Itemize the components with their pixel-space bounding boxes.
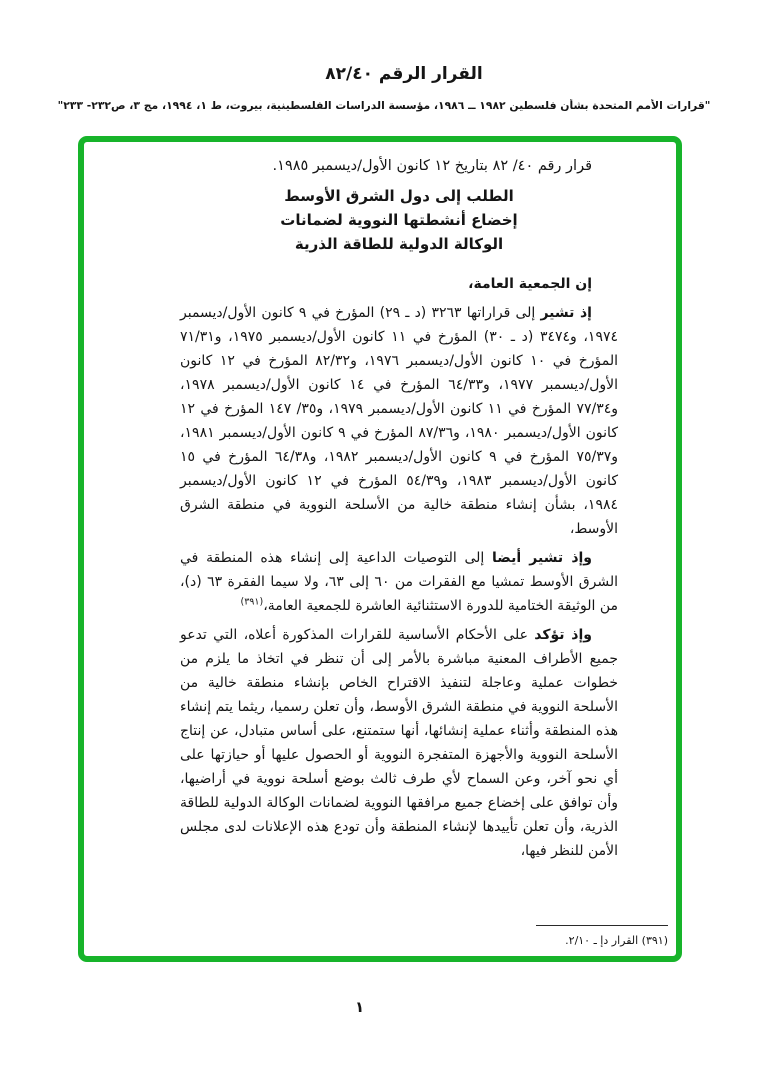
resolution-title-line-2: إخضاع أنشطتها النووية لضمانات (280, 211, 518, 229)
footnote-divider (536, 925, 668, 926)
source-citation-line: "قرارات الأمم المتحدة بشأن فلسطين ١٩٨٢ ــ ١٩٨٦، مؤسسة الدراسات الفلسطينية، بيروت، ط ١، ١٩٩٤، مج ٣، ص٢٣٢- ٢٣٣" (57, 99, 711, 112)
resolution-intro-line: قرار رقم ٤٠/ ٨٢ بتاريخ ١٢ كانون الأول/ديسمبر ١٩٨٥. (272, 158, 592, 174)
highlight-box (78, 136, 682, 962)
paragraph: إن الجمعية العامة، (468, 276, 592, 292)
body-paragraphs (180, 272, 618, 863)
resolution-title (180, 184, 618, 256)
page-number: ١ (355, 998, 365, 1016)
resolution-title-line-3: الوكالة الدولية للطاقة الذرية (294, 235, 504, 253)
paragraph: إذ تشير إلى قراراتها ٣٢٦٣ (د ـ ٢٩) المؤرخ في ٩ كانون الأول/ديسمبر ١٩٧٤، و٣٤٧٤ (د ـ ٣٠) المؤرخ في ١١ كانون الأول/ديسمبر ١٩٧٥، و٧١/٣١ المؤرخ في ١٠ كانون الأول/ديسمبر ١٩٧٦، و٨٢/٣٢ المؤرخ في ١٢ كانون الأول/ديسمبر ١٩٧٧، و٦٤/٣٣ المؤرخ في ١٤ كانون الأول/ديسمبر ١٩٧٨، و٧٧/٣٤ المؤرخ في ١١ كانون الأول/ديسمبر ١٩٧٩، و٣٥/ ١٤٧ المؤرخ في ١٢ كانون الأول/ديسمبر ١٩٨٠، و٨٧/٣٦ المؤرخ في ٩ كانون الأول/ديسمبر ١٩٨١، و٧٥/٣٧ المؤرخ في ٩ كانون الأول/ديسمبر ١٩٨٢، و٦٤/٣٨ المؤرخ في ١٥ كانون الأول/ديسمبر ١٩٨٣، و٥٤/٣٩ المؤرخ في ١٢ كانون الأول/ديسمبر ١٩٨٤، بشأن إنشاء منطقة خالية من الأسلحة النووية في منطقة الشرق الأوسط، (180, 305, 619, 537)
document-content (84, 142, 676, 956)
resolution-header-title: القرار الرقم ٨٢/٤٠ (325, 64, 483, 84)
footnote-text: (٣٩١) القرار دإ ـ ٢/١٠. (565, 934, 668, 947)
paragraph: وإذ تشير أيضا إلى التوصيات الداعية إلى إنشاء هذه المنطقة في الشرق الأوسط تمشيا مع الفقرات من ٦٠ إلى ٦٣، ولا سيما الفقرة ٦٣ (د)، من الوثيقة الختامية للدورة الاستثنائية العاشرة للجمعية العامة،$^{(٣٩١)}$ (180, 550, 618, 614)
footnote-area (84, 925, 668, 947)
paragraph: وإذ تؤكد على الأحكام الأساسية للقرارات المذكورة أعلاه، التي تدعو جميع الأطراف المعنية مباشرة بالأمر إلى أن تنظر في اتخاذ ما يلزم من خطوات عملية وعاجلة لتنفيذ الاقتراح الخاص بإنشاء منطقة خالية من الأسلحة النووية في منطقة الشرق الأوسط، وأن تعلن رسميا، ريثما يتم إنشاء هذه المنطقة وأثناء عملية إنشائها، أنها ستمتنع، على أساس متبادل، عن إنتاج الأسلحة النووية والأجهزة المتفجرة النووية أو الحصول عليها أو حيازتها على أي نحو آخر، وعن السماح لأي طرف ثالث بوضع أسلحة نووية في أراضيها، وأن توافق على إخضاع جميع مرافقها النووية لضمانات الوكالة الدولية للطاقة الذرية، وأن تعلن تأييدها لإنشاء المنطقة وأن تودع هذه الإعلانات لدى مجلس الأمن للنظر فيها، (180, 627, 618, 859)
resolution-title-line-1: الطلب إلى دول الشرق الأوسط (284, 187, 514, 205)
